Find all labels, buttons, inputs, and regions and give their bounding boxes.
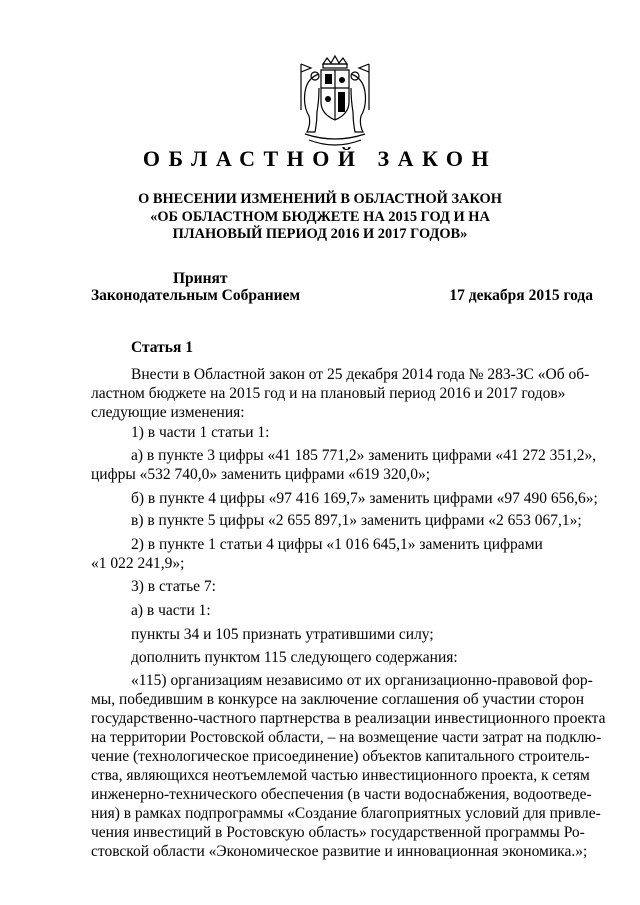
- paragraph-line: а) в пункте 3 цифры «41 185 771,2» заменить цифрами «41 272 351,2»,: [131, 447, 597, 464]
- quoted-line: ства, являющихся неотъемлемой частью инвестиционного проекта, к сетям: [91, 767, 590, 784]
- quoted-line: «115) организациям независимо от их организационно-правовой фор-: [131, 672, 593, 689]
- adopted-label: Принят: [173, 270, 228, 287]
- quoted-line: на территории Ростовской области, – на возмещение части затрат на подклю-: [91, 729, 602, 746]
- paragraph-repeal: пункты 34 и 105 признать утратившими силу;: [131, 626, 434, 643]
- paragraph-item-3a: а) в части 1:: [131, 602, 211, 619]
- quoted-line: инженерно-технического обеспечения (в части водоснабжения, водоотведе-: [91, 786, 592, 803]
- quoted-line: чения инвестиций в Ростовскую область» государственной программы Ро-: [91, 824, 585, 841]
- adopted-by: Законодательным Собранием: [91, 287, 301, 304]
- law-subtitle: [0, 191, 640, 244]
- adopted-date: 17 декабря 2015 года: [449, 287, 593, 304]
- subtitle-line: «ОБ ОБЛАСТНОМ БЮДЖЕТЕ НА 2015 ГОД И НА: [150, 208, 490, 225]
- quoted-item-115: [91, 671, 606, 861]
- law-title: ОБЛАСТНОЙ ЗАКОН: [142, 146, 498, 171]
- paragraph-item-3: 3) в статье 7:: [131, 578, 216, 595]
- paragraph-item-1: 1) в части 1 статьи 1:: [131, 424, 270, 441]
- paragraph-intro: [91, 365, 593, 422]
- paragraph-item-1v: в) в пункте 5 цифры «2 655 897,1» заменить цифрами «2 653 067,1»;: [131, 512, 582, 529]
- quoted-line: чение (технологическое присоединение) объектов капитального строитель-: [91, 748, 590, 765]
- paragraph-item-1b: б) в пункте 4 цифры «97 416 169,7» заменить цифрами «97 490 656,6»;: [131, 490, 598, 507]
- quoted-line: государственно-частного партнерства в реализации инвестиционного проекта: [91, 710, 606, 727]
- paragraph-line: следующие изменения:: [91, 404, 245, 421]
- paragraph-line: цифры «532 740,0» заменить цифрами «619 320,0»;: [91, 466, 431, 483]
- subtitle-line: ПЛАНОВЫЙ ПЕРИОД 2016 И 2017 ГОДОВ»: [172, 226, 468, 242]
- article-title: Статья 1: [131, 339, 193, 356]
- paragraph-line: 2) в пункте 1 статьи 4 цифры «1 016 645,1» заменить цифрами: [131, 536, 543, 553]
- paragraph-line: Внести в Областной закон от 25 декабря 2014 года № 283-ЗС «Об об-: [131, 366, 590, 383]
- quoted-line: мы, победившим в конкурсе на заключение соглашения об участии сторон: [91, 691, 585, 708]
- paragraph-item-1a: [91, 446, 597, 484]
- quoted-line: ния) в рамках подпрограммы «Создание благоприятных условий для привле-: [91, 805, 601, 822]
- quoted-line: стовской области «Экономическое развитие и инновационная экономика.»;: [91, 843, 588, 860]
- subtitle-line: О ВНЕСЕНИИ ИЗМЕНЕНИЙ В ОБЛАСТНОЙ ЗАКОН: [138, 191, 502, 207]
- paragraph-item-2: [91, 535, 593, 573]
- paragraph-line: ластном бюджете на 2015 год и на плановый период 2016 и 2017 годов»: [91, 385, 566, 402]
- paragraph-supplement: дополнить пунктом 115 следующего содержания:: [131, 649, 458, 666]
- paragraph-line: «1 022 241,9»;: [91, 555, 185, 572]
- coat-of-arms-icon: [293, 54, 377, 154]
